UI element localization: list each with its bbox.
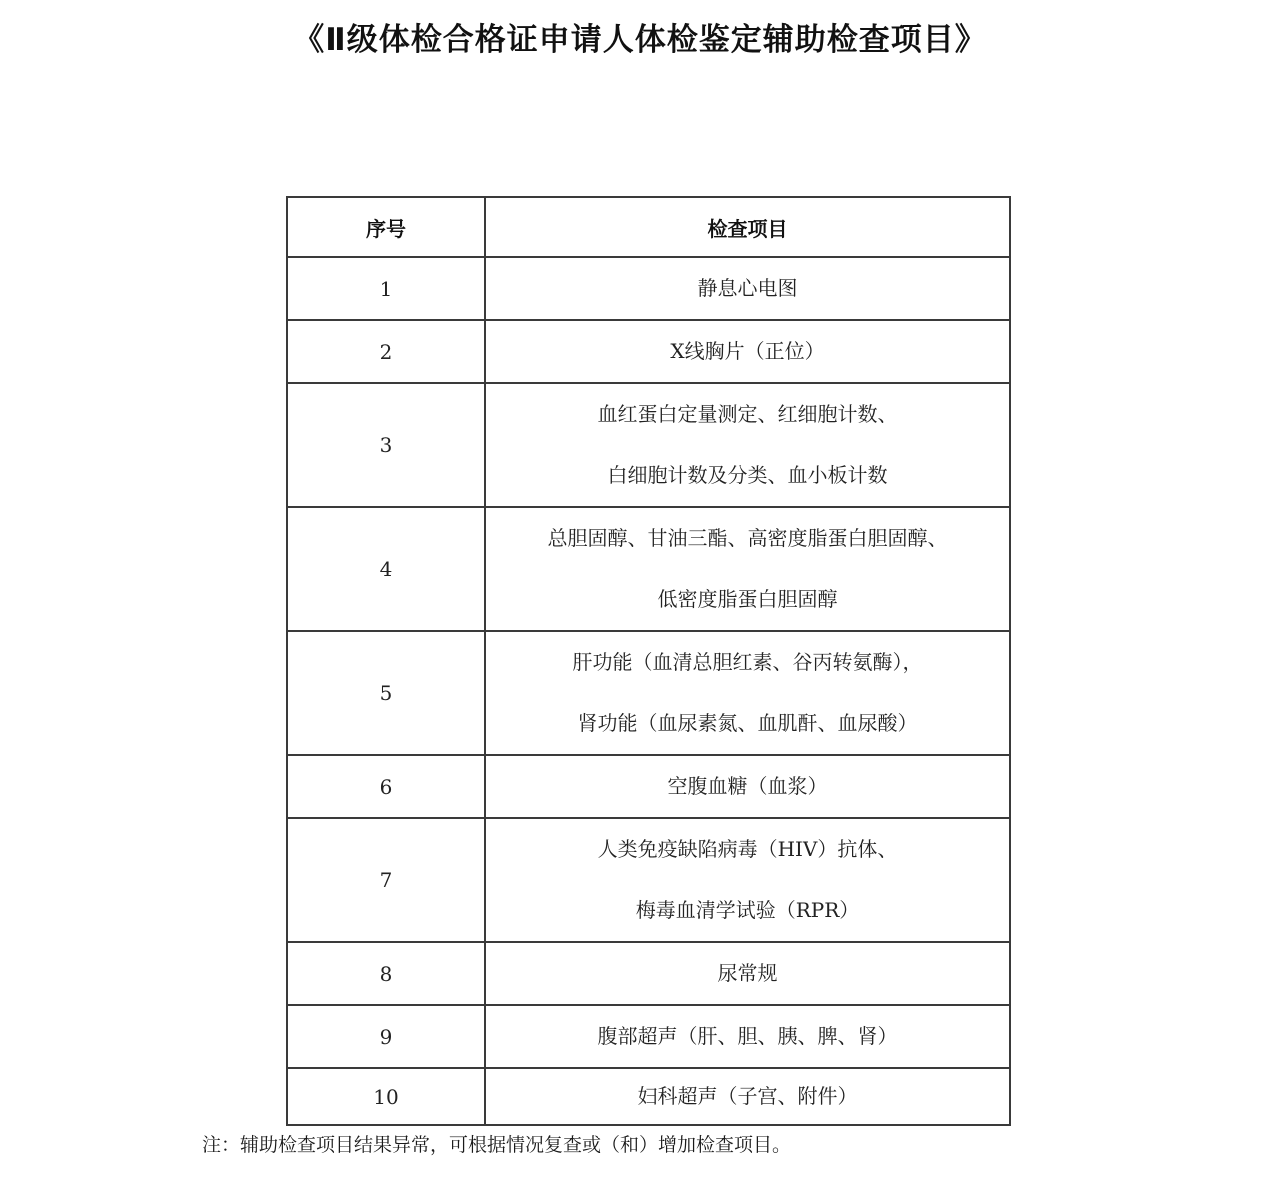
row-exam-item xyxy=(485,383,1010,507)
table-row xyxy=(287,383,1010,507)
row-exam-item xyxy=(485,942,1010,1005)
row-exam-item xyxy=(485,818,1010,942)
row-exam-item xyxy=(485,1005,1010,1068)
exam-items-table xyxy=(286,196,1011,1126)
table-row xyxy=(287,631,1010,755)
row-exam-item xyxy=(485,1068,1010,1125)
table-header-row xyxy=(287,197,1010,257)
row-exam-item xyxy=(485,507,1010,631)
table-row xyxy=(287,942,1010,1005)
header-serial-number: 序号 xyxy=(287,197,485,257)
header-exam-item: 检查项目 xyxy=(485,197,1010,257)
exam-item-line: 肾功能（血尿素氮、血肌酐、血尿酸） xyxy=(577,711,918,735)
exam-item-line: X线胸片（正位） xyxy=(670,339,825,363)
table-row xyxy=(287,818,1010,942)
row-exam-item xyxy=(485,755,1010,818)
exam-item-line: 人类免疫缺陷病毒（HIV）抗体、 xyxy=(597,837,898,861)
exam-item-line: 空腹血糖（血浆） xyxy=(667,774,828,798)
exam-item-line: 静息心电图 xyxy=(697,276,798,300)
table-row xyxy=(287,1068,1010,1125)
exam-item-line: 血红蛋白定量测定、红细胞计数、 xyxy=(597,402,898,426)
exam-item-line: 尿常规 xyxy=(717,961,778,985)
row-serial-number: 9 xyxy=(287,1005,485,1068)
exam-item-line: 腹部超声（肝、胆、胰、脾、肾） xyxy=(597,1024,898,1048)
row-serial-number: 1 xyxy=(287,257,485,320)
document-title: 《Ⅱ级体检合格证申请人体检鉴定辅助检查项目》 xyxy=(293,22,987,58)
row-serial-number: 4 xyxy=(287,507,485,631)
exam-item-line: 总胆固醇、甘油三酯、高密度脂蛋白胆固醇、 xyxy=(547,526,948,550)
row-serial-number: 2 xyxy=(287,320,485,383)
row-serial-number: 10 xyxy=(287,1068,485,1125)
table-row xyxy=(287,257,1010,320)
row-exam-item xyxy=(485,257,1010,320)
table-row xyxy=(287,320,1010,383)
table-row xyxy=(287,507,1010,631)
exam-item-line: 肝功能（血清总胆红素、谷丙转氨酶）， xyxy=(572,650,923,674)
row-serial-number: 8 xyxy=(287,942,485,1005)
exam-item-line: 低密度脂蛋白胆固醇 xyxy=(657,587,838,611)
row-serial-number: 6 xyxy=(287,755,485,818)
row-exam-item xyxy=(485,631,1010,755)
row-exam-item xyxy=(485,320,1010,383)
table-row xyxy=(287,755,1010,818)
footnote: 注：辅助检查项目结果异常，可根据情况复查或（和）增加检查项目。 xyxy=(202,1134,792,1156)
exam-item-line: 白细胞计数及分类、血小板计数 xyxy=(607,463,888,487)
table-row xyxy=(287,1005,1010,1068)
row-serial-number: 3 xyxy=(287,383,485,507)
row-serial-number: 7 xyxy=(287,818,485,942)
exam-item-line: 妇科超声（子宫、附件） xyxy=(637,1084,858,1108)
exam-item-line: 梅毒血清学试验（RPR） xyxy=(635,898,860,922)
row-serial-number: 5 xyxy=(287,631,485,755)
